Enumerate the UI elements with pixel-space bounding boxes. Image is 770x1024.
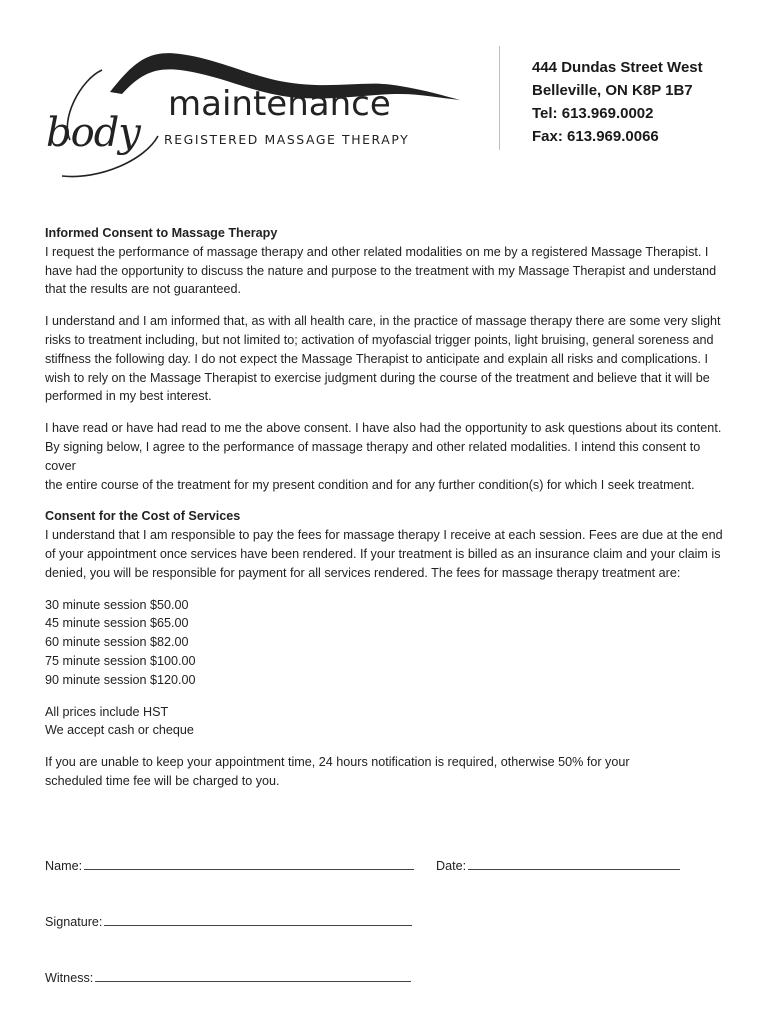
text-line: By signing below, I agree to the performance of massage therapy and other related modalities. I intend this consent to cover: [45, 439, 701, 473]
text-line: of your appointment once services have been rendered. If your treatment is billed as an insurance claim and your claim is: [45, 546, 721, 561]
signature-label: Signature:: [45, 915, 103, 929]
logo-subtitle: REGISTERED MASSAGE THERAPY: [164, 132, 410, 147]
address-fax: Fax: 613.969.0066: [532, 128, 659, 145]
date-input-line[interactable]: [468, 857, 680, 870]
witness-input-line[interactable]: [95, 969, 411, 982]
name-field: [45, 857, 414, 873]
text-line: If you are unable to keep your appointment time, 24 hours notification is required, otherwise 50% for your: [45, 755, 630, 770]
header-divider: [499, 46, 500, 150]
cancellation-policy: [45, 753, 725, 791]
contact-address: [532, 56, 703, 148]
text-line: have had the opportunity to discuss the nature and purpose to the treatment with my Massage Therapist and understand: [45, 263, 717, 278]
consent-paragraph-3: [45, 419, 725, 494]
text-line: the entire course of the treatment for my present condition and for any further condition(s) for which I seek treatment.: [45, 477, 695, 492]
text-line: I understand that I am responsible to pay the fees for massage therapy I receive at each session. Fees are due at the end: [45, 528, 723, 543]
text-line: wish to rely on the Massage Therapist to exercise judgment during the course of the treatment and believe that it will be: [45, 370, 710, 385]
text-line: scheduled time fee will be charged to you.: [45, 773, 280, 788]
address-tel: Tel: 613.969.0002: [532, 105, 654, 122]
text-line: I have read or have had read to me the above consent. I have also had the opportunity to ask questions about its content.: [45, 421, 722, 436]
consent-heading: Informed Consent to Massage Therapy: [45, 226, 278, 240]
text-line: performed in my best interest.: [45, 389, 212, 404]
price-item: 45 minute session $65.00: [45, 616, 189, 631]
signature-input-line[interactable]: [104, 913, 412, 926]
logo-maintenance-text: maintenance: [168, 84, 391, 124]
price-item: 30 minute session $50.00: [45, 597, 189, 612]
witness-label: Witness:: [45, 971, 94, 985]
signature-field: [45, 913, 412, 929]
company-logo: [40, 40, 480, 190]
name-label: Name:: [45, 859, 83, 873]
text-line: that the results are not guaranteed.: [45, 282, 242, 297]
document-body: [45, 224, 725, 791]
consent-paragraph-2: [45, 312, 725, 406]
price-item: 90 minute session $120.00: [45, 672, 196, 687]
payment-notes: [45, 703, 725, 741]
text-line: I understand and I am informed that, as with all health care, in the practice of massage therapy there are some very slight: [45, 314, 721, 329]
cost-paragraph: [45, 526, 725, 582]
text-line: I request the performance of massage therapy and other related modalities on me by a registered Massage Therapist. I: [45, 244, 709, 259]
name-input-line[interactable]: [84, 857, 414, 870]
cost-heading: Consent for the Cost of Services: [45, 509, 241, 524]
price-list: [45, 596, 725, 690]
witness-field: [45, 969, 411, 985]
address-city: Belleville, ON K8P 1B7: [532, 82, 693, 99]
consent-paragraph-1: [45, 243, 725, 299]
date-field: [436, 857, 680, 873]
note-payment-methods: We accept cash or cheque: [45, 723, 194, 738]
text-line: denied, you will be responsible for payment for all services rendered. The fees for massage therapy treatment are:: [45, 565, 681, 580]
address-street: 444 Dundas Street West: [532, 59, 703, 76]
logo-body-text: body: [46, 110, 140, 156]
price-item: 60 minute session $82.00: [45, 635, 189, 650]
text-line: risks to treatment including, but not limited to; activation of myofascial trigger points, light bruising, general soreness and: [45, 332, 714, 347]
note-hst: All prices include HST: [45, 704, 169, 719]
price-item: 75 minute session $100.00: [45, 653, 196, 668]
date-label: Date:: [436, 859, 467, 873]
text-line: stiffness the following day. I do not expect the Massage Therapist to anticipate and explain all risks and complications. I: [45, 351, 708, 366]
